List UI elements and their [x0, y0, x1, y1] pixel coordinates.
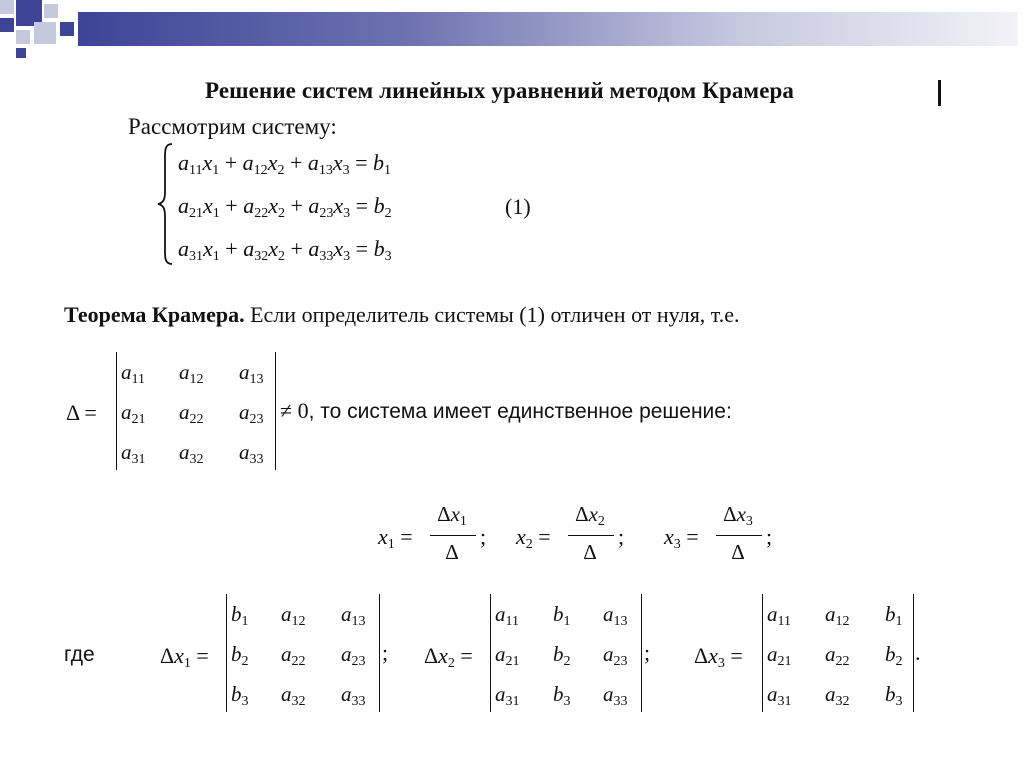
x3-fraction-line [716, 535, 762, 536]
dx3-determinant: $a_{11}$ $a_{12}$ $b_1$ $a_{21}$ $a_{22}$ $b_2$ $a_{31}$ $a_{32}$ $b_3$ [762, 594, 914, 712]
semicolon-2: ; [618, 524, 625, 549]
x2-fraction-line [568, 535, 614, 536]
delta-condition [280, 398, 732, 424]
dx3-lhs: $\Delta x_3$ = [694, 643, 743, 671]
x1-denominator: Δ [445, 540, 459, 564]
dx3-period: . [915, 640, 921, 665]
system-brace [156, 142, 178, 266]
delta-text: , то система имеет единственное решение: [308, 400, 732, 423]
dx1-determinant: $b_1$ $a_{12}$ $a_{13}$ $b_2$ $a_{22}$ $a_{23}$ $b_3$ $a_{32}$ $a_{33}$ [226, 594, 380, 712]
equation-row-1: $a_{11}x_1 + a_{12}x_2 + a_{13}x_3 = b_1$ [178, 150, 392, 178]
equation-row-3: $a_{31}x_1 + a_{32}x_2 + a_{33}x_3 = b_3$ [178, 236, 392, 264]
x1-numerator: $\Delta x_1$ [437, 502, 467, 529]
text-caret [938, 80, 941, 106]
semicolon-1: ; [480, 524, 487, 549]
header-bar [78, 12, 1018, 46]
delta-symbol: Δ = [66, 400, 97, 425]
where-label: где [64, 643, 95, 666]
theorem-text: Если определитель системы (1) отличен от нуля, т.е. [250, 302, 740, 327]
x1-lhs: $x_1$ = [378, 524, 413, 552]
dx2-determinant: $a_{11}$ $b_1$ $a_{13}$ $a_{21}$ $b_2$ $a_{23}$ $a_{31}$ $b_3$ $a_{33}$ [490, 594, 642, 712]
theorem-line [64, 302, 740, 328]
x2-lhs: $x_2$ = [516, 524, 551, 552]
x2-denominator: Δ [583, 540, 597, 564]
intro-text: Рассмотрим систему: [128, 114, 337, 139]
equation-row-2: $a_{21}x_1 + a_{22}x_2 + a_{23}x_3 = b_2$ [178, 193, 392, 221]
x1-fraction-line [430, 535, 476, 536]
dx2-semicolon: ; [644, 640, 651, 665]
x3-lhs: $x_3$ = [664, 524, 699, 552]
neq-zero: ≠ 0 [280, 398, 309, 423]
equation-number: (1) [505, 194, 531, 219]
x3-denominator: Δ [731, 540, 745, 564]
theorem-heading: Теорема Крамера. [64, 302, 245, 327]
main-determinant: $a_{11}$ $a_{12}$ $a_{13}$ $a_{21}$ $a_{22}$ $a_{23}$ $a_{31}$ $a_{32}$ $a_{33}$ [116, 352, 276, 470]
x2-numerator: $\Delta x_2$ [575, 502, 605, 529]
dx1-semicolon: ; [382, 640, 389, 665]
semicolon-3: ; [766, 524, 773, 549]
x3-numerator: $\Delta x_3$ [723, 502, 753, 529]
page-title: Решение систем линейных уравнений методом Крамера [205, 78, 794, 103]
dx2-lhs: $\Delta x_2$ = [424, 643, 473, 671]
dx1-lhs: $\Delta x_1$ = [160, 643, 209, 671]
